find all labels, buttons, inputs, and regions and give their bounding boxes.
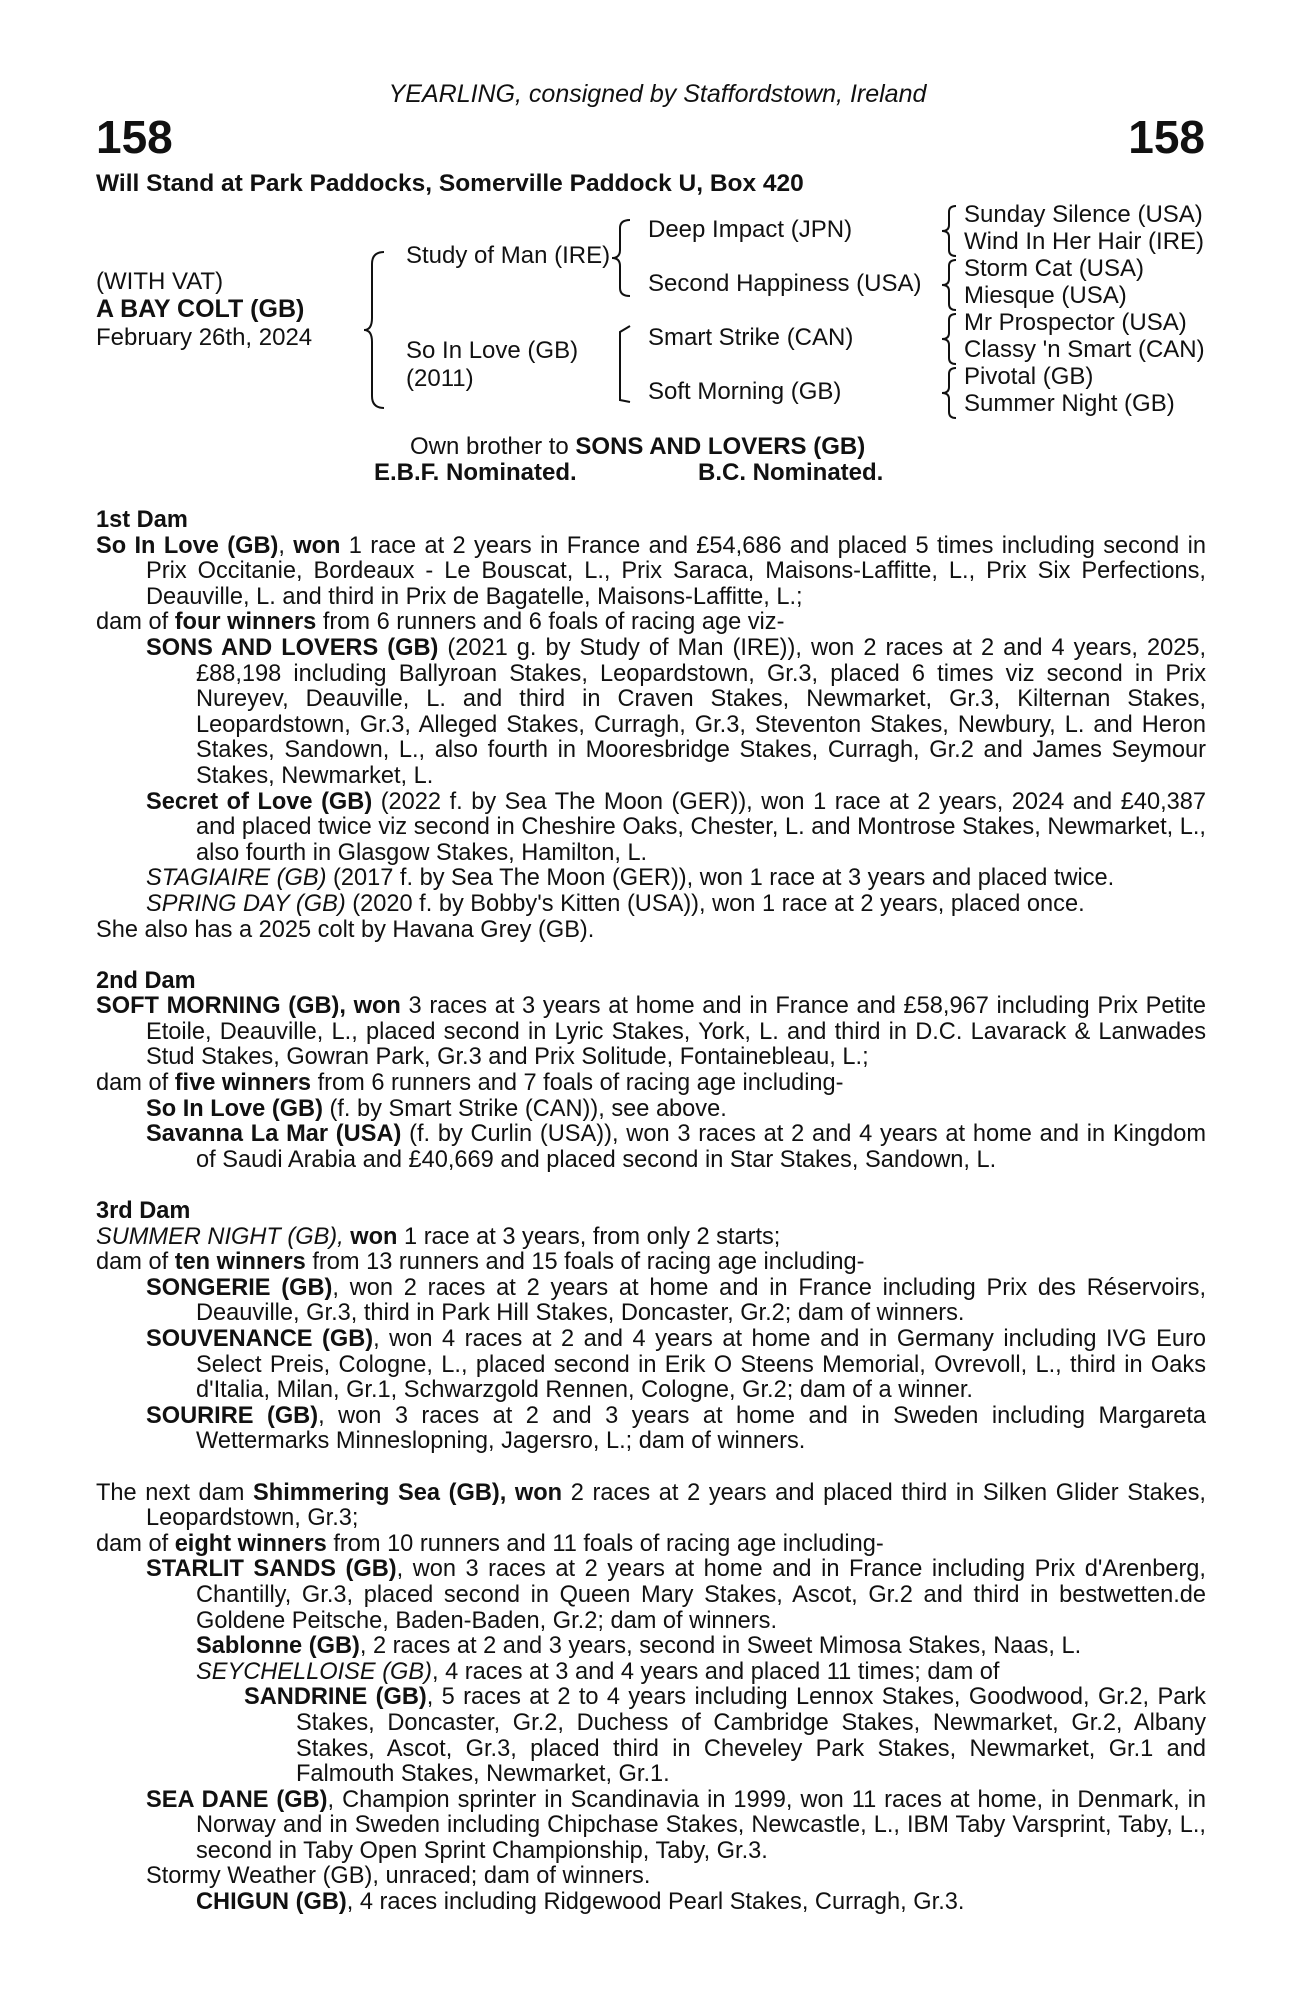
bc-nominated: B.C. Nominated. — [698, 459, 884, 486]
pedigree-dam: So In Love (GB) — [406, 337, 579, 364]
pedigree-dam-sire: Smart Strike (CAN) — [648, 324, 854, 351]
dam1-progeny-2: Secret of Love (GB) (2022 f. by Sea The Moon (GER)), won 1 race at 2 years, 2024 and £40,387 and placed twice viz second in Cheshire Oaks, Chester, L. and Montrose Stakes, Newmarket, L., also fourth in Glasgow Stakes, Hamilton, L. — [146, 788, 1206, 866]
vat-note: (WITH VAT) — [96, 268, 224, 295]
pedigree-sire-dam: Second Happiness (USA) — [648, 270, 922, 297]
pedigree-dds: Pivotal (GB) — [964, 363, 1094, 390]
next-progeny-3a: CHIGUN (GB), 4 races including Ridgewood Pearl Stakes, Curragh, Gr.3. — [196, 1889, 965, 1916]
pedigree-dss: Mr Prospector (USA) — [964, 309, 1187, 336]
pedigree-brace-dd — [940, 366, 960, 420]
dam3-progeny-1: SONGERIE (GB), won 2 races at 2 years at home and in France including Prix des Réservoirs, Deauville, Gr.3, third in Park Hill Stakes, Doncaster, Gr.2; dam of winners. — [146, 1274, 1206, 1327]
pedigree-dam-year: (2011) — [406, 365, 474, 392]
dam1-progeny-1: SONS AND LOVERS (GB) (2021 g. by Study of Man (IRE)), won 2 races at 2 and 4 years, 2025, £88,198 including Ballyroan Stakes, Leopardstown, Gr.3, placed 6 times viz second in Prix Nureyev, Deauville, L. and third in Craven Stakes, Newmarket, Gr.3, Kilternan Stakes, Leopardstown, Gr.3, Alleged Stakes, Curragh, Gr.3, Steventon Stakes, Newbury, L. and Heron Stakes, Sandown, L., also fourth in Mooresbridge Stakes, Curragh, Gr.2 and James Seymour Stakes, Newmarket, L. — [146, 634, 1207, 789]
next-progeny-1: STARLIT SANDS (GB), won 3 races at 2 years at home and in France including Prix d'Arenberg, Chantilly, Gr.3, placed second in Queen Mary Stakes, Ascot, Gr.2 and third in bestwetten.de Goldene Peitsche, Baden-Baden, Gr.2; dam of winners. — [146, 1556, 1206, 1634]
ebf-nominated: E.B.F. Nominated. — [374, 459, 577, 486]
pedigree-brace-sd — [940, 258, 960, 312]
pedigree-sss: Sunday Silence (USA) — [964, 201, 1203, 228]
dam3-progeny-2: SOUVENANCE (GB), won 4 races at 2 and 4 years at home and in Germany including IVG Euro Select Preis, Cologne, L., placed second in Erik O Steens Memorial, Ovrevoll, L., third in Oaks d'Italia, Milan, Gr.1, Schwarzgold Rennen, Cologne, Gr.2; dam of a winner. — [146, 1326, 1206, 1404]
dam3-summary: SUMMER NIGHT (GB), won 1 race at 3 years, from only 2 starts; — [96, 1223, 781, 1250]
pedigree-brace-dam — [610, 324, 634, 404]
dam1-summary: So In Love (GB), won 1 race at 2 years in France and £54,686 and placed 5 times including second in Prix Occitanie, Bordeaux - Le Bouscat, L., Prix Saraca, Maisons-Laffitte, L., Prix Six Perfections, Deauville, L. and third in Prix de Bagatelle, Maisons-Laffitte, L.; — [96, 532, 1206, 610]
next-progeny-2: SEA DANE (GB), Champion sprinter in Scandinavia in 1999, won 11 races at home, in Denmark, in Norway and in Sweden including Chipchase Stakes, Newcastle, L., IBM Taby Varsprint, Taby, L., second in Taby Open Sprint Championship, Taby, Gr.3. — [146, 1786, 1206, 1864]
next-progeny-1c: SANDRINE (GB), 5 races at 2 to 4 years including Lennox Stakes, Goodwood, Gr.2, Park Stakes, Doncaster, Gr.2, Duchess of Cambridge Stakes, Newmarket, Gr.2, Albany Stakes, Ascot, Gr.3, placed third in Cheveley Park Stakes, Newmarket, Gr.1 and Falmouth Stakes, Newmarket, Gr.1. — [244, 1684, 1206, 1788]
pedigree-brace-ss — [940, 204, 960, 258]
next-progeny-3: Stormy Weather (GB), unraced; dam of winners. — [146, 1863, 651, 1890]
pedigree-brace-main — [362, 250, 390, 410]
dam2-progeny-1: So In Love (GB) (f. by Smart Strike (CAN)), see above. — [146, 1095, 727, 1122]
dam3-dam-of: dam of ten winners from 13 runners and 15 foals of racing age including- — [96, 1249, 865, 1276]
own-brother-note: Own brother to SONS AND LOVERS (GB) — [410, 433, 866, 460]
dam2-progeny-2: Savanna La Mar (USA) (f. by Curlin (USA)), won 3 races at 2 and 4 years at home and in Kingdom of Saudi Arabia and £40,669 and placed second in Star Stakes, Sandown, L. — [146, 1121, 1206, 1173]
pedigree-sire: Study of Man (IRE) — [406, 242, 611, 269]
dam1-dam-of: dam of four winners from 6 runners and 6 foals of racing age viz- — [96, 609, 785, 636]
pedigree-sdd: Miesque (USA) — [964, 282, 1127, 309]
dam2-summary: SOFT MORNING (GB), won 3 races at 3 years at home and in France and £58,967 including Prix Petite Etoile, Deauville, L., placed second in Lyric Stakes, York, L. and third in D.C. Lavarack & Lanwades Stud Stakes, Gowran Park, Gr.3 and Prix Solitude, Fontainebleau, L.; — [96, 993, 1206, 1071]
horse-dob: February 26th, 2024 — [96, 324, 313, 351]
pedigree-brace-ds — [940, 312, 960, 366]
dam2-heading: 2nd Dam — [96, 967, 196, 994]
catalogue-body — [96, 508, 1206, 1916]
dam1-heading: 1st Dam — [96, 507, 188, 533]
lot-number-right: 158 — [1128, 111, 1205, 163]
pedigree-dsd: Classy 'n Smart (CAN) — [964, 336, 1205, 363]
dam1-also: She also has a 2025 colt by Havana Grey (GB). — [96, 916, 595, 943]
dam3-progeny-3: SOURIRE (GB), won 3 races at 2 and 3 years at home and in Sweden including Margareta Wettermarks Minneslopning, Jagersro, L.; dam of winners. — [146, 1402, 1207, 1455]
next-progeny-1a: Sablonne (GB), 2 races at 2 and 3 years, second in Sweet Mimosa Stakes, Naas, L. — [196, 1633, 1082, 1660]
next-progeny-1b: SEYCHELLOISE (GB), 4 races at 3 and 4 years and placed 11 times; dam of — [196, 1658, 1000, 1685]
lot-number-left: 158 — [96, 111, 173, 163]
pedigree-sds: Storm Cat (USA) — [964, 255, 1145, 282]
dam3-heading: 3rd Dam — [96, 1198, 191, 1225]
pedigree-ddd: Summer Night (GB) — [964, 390, 1175, 417]
next-dam-dam-of: dam of eight winners from 10 runners and 11 foals of racing age including- — [96, 1530, 884, 1557]
horse-name: A BAY COLT (GB) — [96, 295, 305, 323]
next-dam-summary: The next dam Shimmering Sea (GB), won 2 races at 2 years and placed third in Silken Glider Stakes, Leopardstown, Gr.3; — [96, 1479, 1206, 1532]
dam1-progeny-3: STAGIAIRE (GB) (2017 f. by Sea The Moon (GER)), won 1 race at 3 years and placed twice. — [146, 865, 1115, 892]
pedigree-dam-dam: Soft Morning (GB) — [648, 378, 842, 405]
pedigree-sire-sire: Deep Impact (JPN) — [648, 216, 853, 243]
stand-location: Will Stand at Park Paddocks, Somerville Paddock U, Box 420 — [96, 170, 804, 197]
dam2-dam-of: dam of five winners from 6 runners and 7 foals of racing age including- — [96, 1070, 844, 1097]
pedigree-brace-sire — [610, 218, 634, 298]
page-title: YEARLING, consigned by Staffordstown, Ireland — [388, 80, 927, 108]
dam1-progeny-4: SPRING DAY (GB) (2020 f. by Bobby's Kitten (USA)), won 1 race at 2 years, placed once. — [146, 890, 1085, 917]
pedigree-ssd: Wind In Her Hair (IRE) — [964, 228, 1205, 255]
